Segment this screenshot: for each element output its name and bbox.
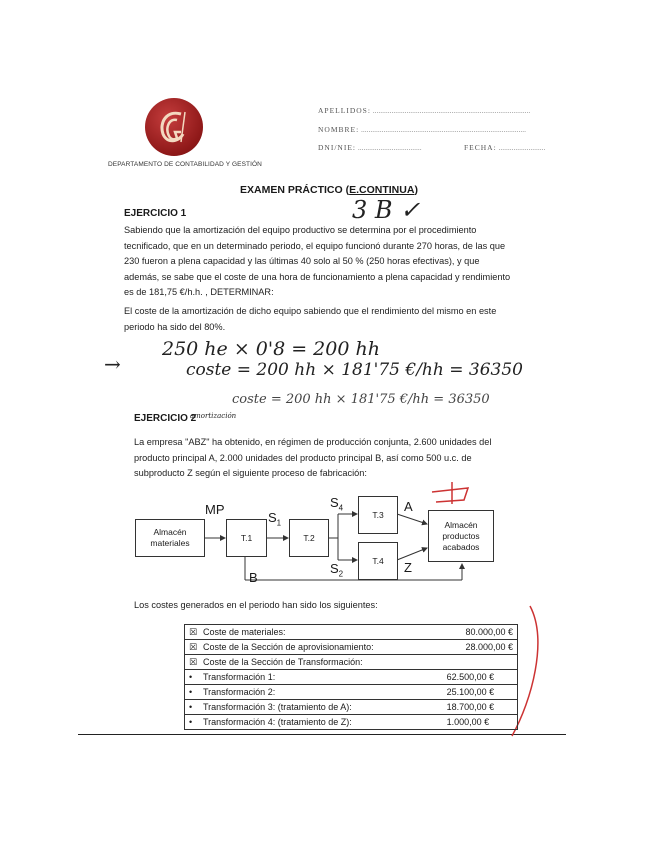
cost-label: Transformación 2: — [203, 687, 276, 697]
ejercicio2-heading: EJERCICIO 2 — [134, 413, 197, 424]
cost-label: Transformación 4: (tratamiento de Z): — [203, 717, 352, 727]
cost-label-cell — [185, 670, 443, 685]
cost-row — [185, 700, 518, 715]
almacen-productos-box: Almacén productos acabados — [428, 510, 494, 562]
hand-note-amortizacion: amortización — [190, 412, 237, 420]
cost-label-cell — [185, 655, 443, 670]
handwritten-calc-2: coste = 200 hh × 181'75 €/hh = 36350 — [186, 360, 523, 380]
handwritten-name: 3 B ✓ — [352, 196, 421, 224]
label-s4: $S_4$ — [330, 495, 344, 513]
t1-box: T.1 — [226, 519, 267, 557]
exam-title: EXAMEN PRÁCTICO (E.CONTINUA) — [240, 184, 418, 196]
label-b: B — [249, 570, 258, 585]
cost-value: 1.000,00 € — [443, 715, 518, 730]
cost-row — [185, 670, 518, 685]
department-name: DEPARTAMENTO DE CONTABILIDAD Y GESTIÓN — [108, 161, 262, 168]
cost-row — [185, 625, 518, 640]
costs-intro: Los costes generados en el periodo han sido los siguientes: — [134, 600, 378, 610]
cost-value: 25.100,00 € — [443, 685, 518, 700]
red-annotation-mark — [432, 488, 468, 502]
cost-label-cell — [185, 640, 443, 655]
cost-row — [185, 655, 518, 670]
cost-marker: • — [189, 702, 193, 712]
cost-value: 28.000,00 € — [443, 640, 518, 655]
cost-marker: • — [189, 717, 193, 727]
cost-label-cell — [185, 700, 443, 715]
cost-row — [185, 715, 518, 730]
label-s1: $S_1$ — [268, 510, 282, 528]
cost-row — [185, 640, 518, 655]
label-a: A — [404, 499, 413, 514]
t3-box: T.3 — [358, 496, 398, 534]
dni-field: DNI/NIE: .................................. — [318, 143, 422, 152]
cost-label: Transformación 3: (tratamiento de A): — [203, 702, 352, 712]
cost-marker: • — [189, 672, 193, 682]
cost-marker: • — [189, 687, 193, 697]
ejercicio1-statement: Sabiendo que la amortización del equipo productivo se determina por el procedimiento tecnificado, que en un determinado periodo, el equipo funcionó durante 270 horas, de las que 230 fueron a plena capacidad y las últimas 40 solo al 50 % (250 horas efectivas), y que además, se sabe que el coste de una hora de funcionamiento a plena capacidad y rendimiento es de 181,75 €/h.h. , DETERMINAR: — [124, 225, 511, 298]
ejercicio2-statement: La empresa "ABZ" ha obtenido, en régimen de producción conjunta, 2.600 unidades del producto principal A, 2.000 unidades del producto principal B, así como 500 u.c. de subproducto Z según el siguiente proceso de fabricación: — [134, 437, 492, 479]
t2-box: T.2 — [289, 519, 329, 557]
cost-label-cell — [185, 715, 443, 730]
ejercicio1-heading: EJERCICIO 1 — [124, 208, 187, 219]
cost-marker: ☒ — [189, 656, 198, 667]
apellidos-field: APELLIDOS: .................................................................................... — [318, 106, 531, 115]
label-z: Z — [404, 560, 412, 575]
costs-table — [184, 624, 518, 730]
cost-label: Coste de la Sección de aprovisionamiento: — [203, 641, 374, 652]
cost-value: 18.700,00 € — [443, 700, 518, 715]
cost-label-cell — [185, 625, 443, 640]
hand-arrow-icon: → — [104, 352, 121, 376]
nombre-field: NOMBRE: ........................................................................................ — [318, 125, 527, 134]
handwritten-calc-overlap: coste = 200 hh × 181'75 €/hh = 36350 — [232, 392, 490, 407]
ejercicio1-question: El coste de la amortización de dicho equipo sabiendo que el rendimiento del mismo en este periodo ha sido del 80%. — [124, 306, 497, 332]
label-s2: $S_2$ — [330, 561, 344, 579]
cost-marker: ☒ — [189, 641, 198, 652]
cost-value: 80.000,00 € — [443, 625, 518, 640]
cost-value — [443, 655, 518, 670]
almacen-materiales-box: Almacén materiales — [135, 519, 205, 557]
cost-marker: ☒ — [189, 626, 198, 637]
cost-label: Coste de la Sección de Transformación: — [203, 656, 363, 667]
cost-row — [185, 685, 518, 700]
fecha-field: FECHA: ......................... — [464, 143, 546, 152]
cost-label: Transformación 1: — [203, 672, 276, 682]
t4-box: T.4 — [358, 542, 398, 580]
cost-label-cell — [185, 685, 443, 700]
label-mp: MP — [205, 502, 225, 517]
cost-value: 62.500,00 € — [443, 670, 518, 685]
handwritten-calc-1: 250 he × 0'8 = 200 hh — [162, 338, 380, 360]
cost-label: Coste de materiales: — [203, 626, 286, 637]
